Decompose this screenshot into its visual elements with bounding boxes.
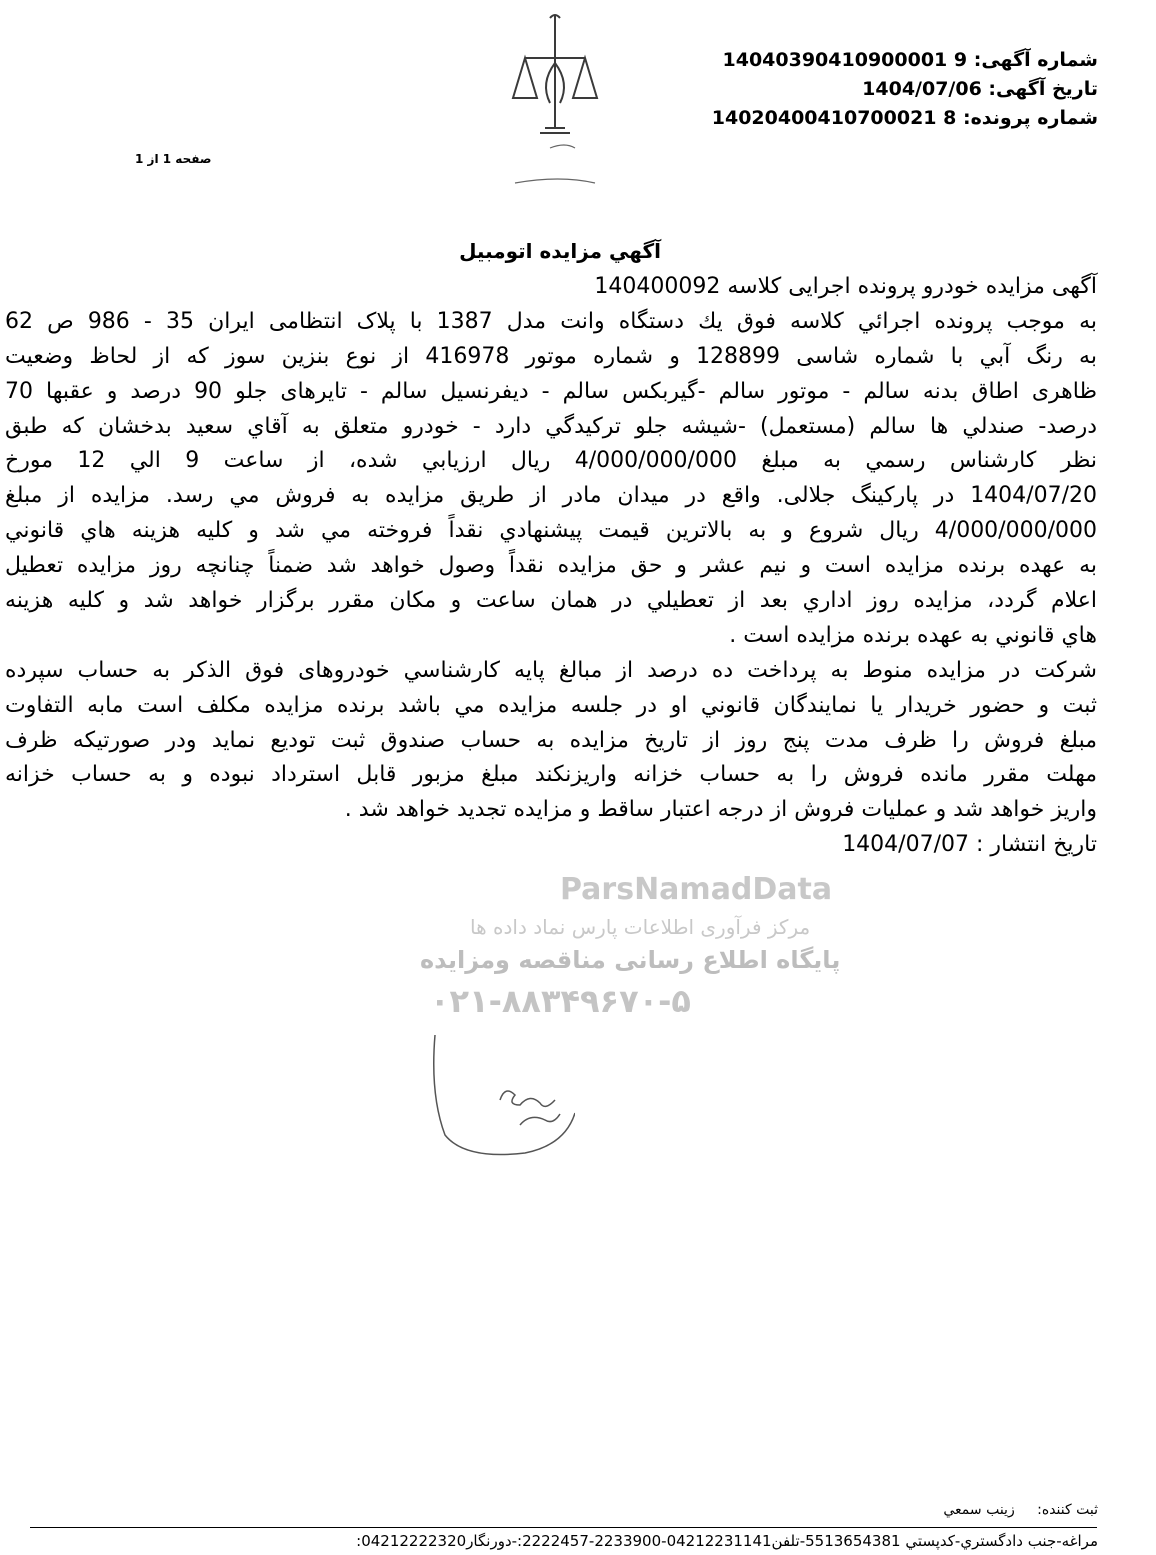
body-line: مهلت مقرر مانده فروش را به حساب خزانه واريزنكند مبلغ مزبور قابل استرداد نبوده و به حساب خزانه bbox=[5, 762, 1097, 788]
body-line: ثبت و حضور خريدار يا نمايندگان قانوني او در جلسه مزايده مي باشد برنده مزايده مكلف است مابه التفاوت bbox=[5, 692, 1097, 718]
body-line: به رنگ آبي با شماره شاسی 128899 و شماره موتور 416978 از نوع بنزين سوز كه از لحاظ وضعيت bbox=[5, 343, 1097, 369]
ad-number-label: شماره آگهی: bbox=[973, 49, 1098, 71]
watermark-line1: مرکز فرآوری اطلاعات پارس نماد داده ها bbox=[470, 915, 811, 939]
body-line: آگهی مزایده خودرو پرونده اجرایی کلاسه 140400092 bbox=[594, 274, 1097, 299]
watermark-brand: ParsNamadData bbox=[560, 872, 833, 907]
page-indicator: صفحه 1 از 1 bbox=[135, 152, 212, 166]
ad-number-value: 14040390410900001 9 bbox=[722, 49, 968, 71]
registrar-label: ثبت كننده: bbox=[1037, 1502, 1098, 1518]
footer-divider bbox=[30, 1527, 1097, 1528]
body-line: درصد- صندلي ها سالم (مستعمل) -شيشه جلو تركيدگي دارد - خودرو متعلق به آقاي سعيد بدخشان كه طبق bbox=[5, 413, 1097, 439]
body-line: شركت در مزايده منوط به پرداخت ده درصد از مبالغ پايه كارشناسي خودروهای فوق الذكر به حساب سپرده bbox=[5, 657, 1097, 683]
publication-date: تاريخ انتشار : 1404/07/07 bbox=[842, 832, 1097, 858]
body-line: به موجب پرونده اجرائي كلاسه فوق يك دستگاه وانت مدل 1387 با پلاک انتظامی ایران 35 - 986 ص 62 bbox=[5, 308, 1097, 334]
body-line: اعلام گردد، مزايده روز اداري بعد از تعطيلي در همان ساعت و مكان مقرر برگزار خواهد شد و كليه هزينه bbox=[5, 588, 1097, 614]
body-line: مبلغ فروش را ظرف مدت پنج روز از تاريخ مزايده به حساب صندوق ثبت توديع نمايد ودر صورتيكه ظرف bbox=[5, 727, 1097, 753]
watermark-line2: پایگاه اطلاع رسانی مناقصه ومزایده bbox=[420, 946, 841, 974]
watermark-phone: ۰۲۱-۸۸۳۴۹۶۷۰-۵ bbox=[430, 982, 691, 1020]
file-number-value: 14020400410700021 8 bbox=[711, 107, 957, 129]
file-number bbox=[712, 106, 1098, 130]
body-line: واريز خواهد شد و عمليات فروش از درجه اعتبار ساقط و مزايده تجديد خواهد شد . bbox=[344, 797, 1097, 823]
document-body bbox=[5, 270, 1097, 863]
signature bbox=[425, 1030, 575, 1160]
body-line: نظر كارشناس رسمي به مبلغ 4/000/000/000 ريال ارزيابي شده، از ساعت 9 الي 12 مورخ bbox=[5, 448, 1097, 474]
ad-date-label: تاریخ آگهی: bbox=[988, 78, 1098, 100]
registrar-name: زينب سمعي bbox=[943, 1502, 1015, 1518]
body-line: 1404/07/20 در پاركينگ جلالی. واقع در ميدان مادر از طريق مزايده به فروش مي رسد. مزايده از مبلغ bbox=[5, 483, 1097, 509]
ad-date-value: 1404/07/06 bbox=[862, 78, 982, 100]
body-line: هاي قانوني به عهده برنده مزايده است . bbox=[729, 622, 1097, 648]
body-line: ظاهری اطاق بدنه سالم - موتور سالم -گيربكس سالم - ديفرنسيل سالم - تايرهای جلو 90 درصد و عقبها 70 bbox=[5, 378, 1097, 404]
judiciary-emblem-logo bbox=[505, 8, 605, 198]
file-number-label: شماره پرونده: bbox=[962, 107, 1098, 129]
ad-date bbox=[862, 77, 1098, 101]
ad-number bbox=[723, 48, 1098, 72]
body-line: به عهده برنده مزايده است و نيم عشر و حق مزايده نقداً وصول خواهد شد ضمناً چنانچه روز مزايده تعطيل bbox=[5, 553, 1097, 579]
document-title: آگهي مزايده اتومبيل bbox=[459, 239, 661, 263]
footer-address: مراغه-جنب دادگستري-كدپستي 5513654381-تلفن04212231141-2233900-2222457:-دورنگار04212222320: bbox=[356, 1532, 1098, 1550]
body-line: 4/000/000/000 ريال شروع و به بالاترين قيمت پيشنهادي نقداً فروخته مي شد و كليه هزينه هاي قانوني bbox=[5, 518, 1097, 544]
registrar bbox=[925, 1502, 1098, 1518]
